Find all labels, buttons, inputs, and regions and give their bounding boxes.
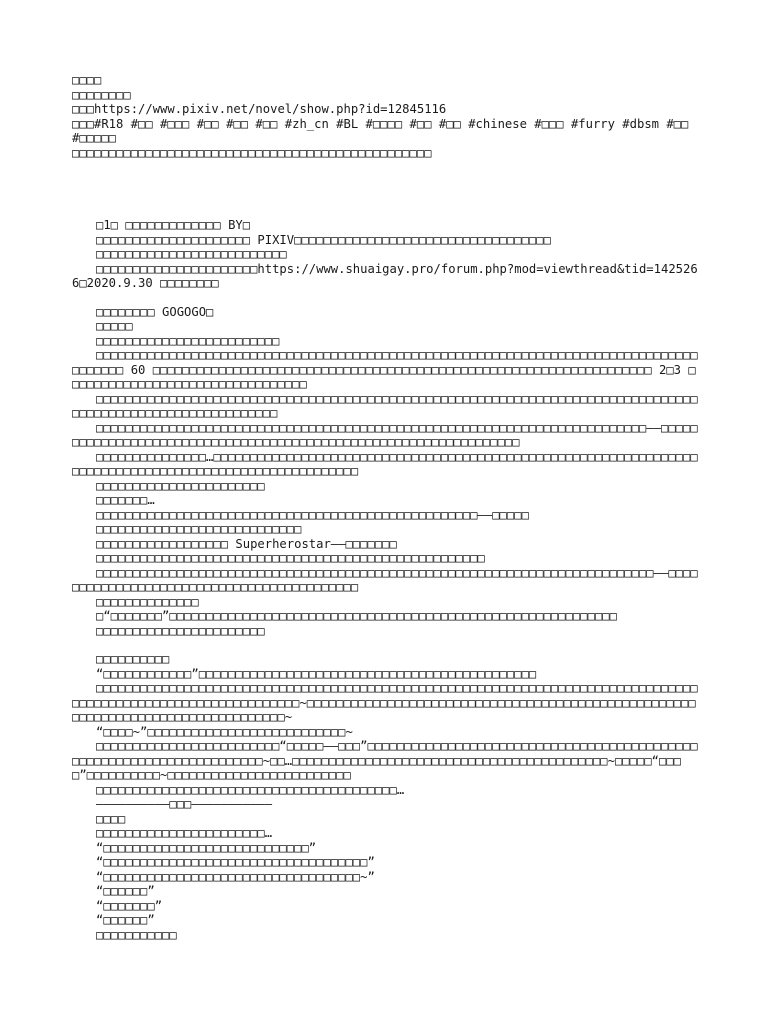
body-paragraph: □“□□□□□□□”□□□□□□□□□□□□□□□□□□□□□□□□□□□□□□□□□□□□□□□□□□□□□□□□□□□□□□□□□□□□□ bbox=[96, 609, 617, 623]
body-paragraph: □□□□□□□□□□□□□□□□□□□□□□□□□□□□□□□□□□□□□□□□□□□□□□□□□□□□□□□□□□□□□□□□□□□□□□□□□□□□□□□□□□□□□□□□□□□□□□□□□□□□□□□□□□□□□□ bbox=[72, 391, 698, 420]
body-paragraph: □□□□□□□□□□□□□□ bbox=[96, 594, 199, 609]
scene-paragraph: □□□□□□□□□□□ bbox=[96, 927, 177, 942]
scene-paragraph: □□□□□□□□□□ bbox=[96, 652, 170, 666]
dialogue-line: “□□□□□□□□□□□□”□□□□□□□□□□□□□□□□□□□□□□□□□□□□□□□□□□□□□□□□□□□□□□ bbox=[96, 666, 537, 681]
body-paragraph: □□□□□□□□□□□□□□□□□□□□□□□□□□□□□□□□□□□□□□□□□□□□□□□□□□□□□ bbox=[96, 551, 485, 565]
dialogue-line: “□□□□□□” bbox=[96, 913, 155, 927]
spacer bbox=[72, 291, 702, 305]
body-paragraph: □□□□□□□□□□□□□□□□□□□□□□□□□□□□ bbox=[96, 522, 302, 536]
dialogue-line: “□□□□□□” bbox=[96, 884, 155, 898]
body-paragraph: □□□□□□□□□□□□□□□□□□□□□□□□□□□□□□□□□□□□□□□□□□□□□□□□□□□□□□□□□□□□□□□□□□□□□□□□□□□□□□□□□□□□□□□□□ 60 □□□□□□□□□□□□□□□□□□□□□□□□□□□□□□□□□□□□□□□□□□□□□□□□□□□□□□□□□□□□□□□□□□□□ 2□3 □□□□□□□□□□□□□□□□□□□□□□□□□□□□□□□□□ bbox=[72, 348, 698, 391]
scene-paragraph: □□□□□□□□□□□□□□□□□□□□□□□… bbox=[96, 826, 273, 840]
scene-paragraph: □□□□□□□□□□□□□□□□□□□□□□□□□□□□□□□□□□□□□□□□□… bbox=[96, 782, 405, 797]
dialogue-line: “□□□□□□□□□□□□□□□□□□□□□□□□□□□□□□□□□□□~” bbox=[96, 869, 375, 884]
dialogue-line: “□□□□~”□□□□□□□□□□□□□□□□□□□□□□□□□□□~ bbox=[96, 724, 353, 739]
intro-paragraph: □□□□□□□□□□□□□□□□□□□□□□□□□□ bbox=[96, 247, 287, 261]
body-paragraph: □□□□□□□□□□□□□□□□□□□□□□□□□□□□□□□□□□□□□□□□□□□□□□□□□□□□——□□□□□ bbox=[96, 507, 529, 522]
tags-line: □□□#R18 #□□ #□□□ #□□ #□□ #□□ #zh_cn #BL #□□□□ #□□ #□□ #chinese #□□□ #furry #dbsm #□□ #□□□□□ bbox=[72, 116, 696, 145]
body-paragraph: □□□□□□□… bbox=[96, 493, 155, 507]
scene-paragraph: □□□□ bbox=[96, 811, 126, 826]
document-header bbox=[72, 73, 702, 160]
body-paragraph: □□□□□ bbox=[96, 319, 133, 333]
section-divider: ——————————□□□——————————— bbox=[96, 797, 273, 811]
header-note: □□□□□□□□□□□□□□□□□□□□□□□□□□□□□□□□□□□□□□□□□□□□□□□□□ bbox=[72, 145, 432, 160]
source-link-line[interactable]: □□□https://www.pixiv.net/novel/show.php?id=12845116 bbox=[72, 102, 447, 116]
dialogue-line: “□□□□□□□□□□□□□□□□□□□□□□□□□□□□□□□□□□□□” bbox=[96, 855, 375, 869]
body-paragraph: □□□□□□□□□□□□□□□□□□□□□□□□□ bbox=[96, 333, 280, 348]
dialogue-line: “□□□□□□□” bbox=[96, 898, 163, 913]
document-subtitle: □□□□□□□□ bbox=[72, 87, 131, 102]
body-paragraph: □□□□□□□□□□□□□□□□□□□□□□□ bbox=[96, 623, 265, 638]
spacer bbox=[72, 160, 702, 218]
body-paragraph: □□□□□□□□□□□□□□□□□□□□□□□ bbox=[96, 478, 265, 493]
intro-repost-link[interactable]: □□□□□□□□□□□□□□□□□□□□□□https://www.shuaigay.pro/forum.php?mod=viewthread&tid=1425266□2020.9.30 □□□□□□□□ bbox=[72, 261, 698, 290]
body-paragraph: □□□□□□□□□□□□□□□□□□ Superherostar——□□□□□□□ bbox=[96, 536, 397, 551]
scene-paragraph: □□□□□□□□□□□□□□□□□□□□□□□□□□□□□□□□□□□□□□□□□□□□□□□□□□□□□□□□□□□□□□□□□□□□□□□□□□□□□□□□□□□□□□□□□□□□□□□□□□□□□□□□□□□□□□□□□~□□□□□□□□□□□□□□□□□□□□□□□□□□□□□□□□□□□□□□□□□□□□□□□□□□□□□□□□□□□□□□□□□□□□□□□□□□□□□□□□□□~ bbox=[72, 681, 698, 724]
body-section bbox=[72, 305, 702, 639]
document-title: □□□□ bbox=[72, 73, 102, 87]
scene-two-section bbox=[72, 652, 702, 942]
intro-section bbox=[72, 218, 702, 291]
body-paragraph: □□□□□□□□□□□□□□□…□□□□□□□□□□□□□□□□□□□□□□□□□□□□□□□□□□□□□□□□□□□□□□□□□□□□□□□□□□□□□□□□□□□□□□□□□□□□□□□□□□□□□□□□□□□□□□□□□□□□□□□□□ bbox=[72, 449, 698, 478]
intro-paragraph: □□□□□□□□□□□□□□□□□□□□□ PIXIV□□□□□□□□□□□□□□□□□□□□□□□□□□□□□□□□□□□ bbox=[96, 232, 551, 247]
body-paragraph: □□□□□□□□□□□□□□□□□□□□□□□□□□□□□□□□□□□□□□□□□□□□□□□□□□□□□□□□□□□□□□□□□□□□□□□□□□□□——□□□□□□□□□□□□□□□□□□□□□□□□□□□□□□□□□□□□□□□□□□□ bbox=[72, 565, 698, 594]
scene-paragraph: □□□□□□□□□□□□□□□□□□□□□□□□□“□□□□□——□□□”□□□□□□□□□□□□□□□□□□□□□□□□□□□□□□□□□□□□□□□□□□□□□□□□□□□□□□□□□□□□□□□□□□□□□□□~□□…□□□□□□□□□□□□□□□□□□□□□□□□□□□□□□□□□□□□□□□□□□□~□□□□□“□□□□”□□□□□□□□□□~□□□□□□□□□□□□□□□□□□□□□□□□□ bbox=[72, 739, 698, 782]
intro-paragraph: □1□ □□□□□□□□□□□□□ BY□ bbox=[96, 218, 251, 232]
dialogue-line: “□□□□□□□□□□□□□□□□□□□□□□□□□□□□” bbox=[96, 840, 317, 855]
body-paragraph: □□□□□□□□□□□□□□□□□□□□□□□□□□□□□□□□□□□□□□□□□□□□□□□□□□□□□□□□□□□□□□□□□□□□□□□□□□□——□□□□□□□□□□□□□□□□□□□□□□□□□□□□□□□□□□□□□□□□□□□□□□□□□□□□□□□□□□□□□□□□□□ bbox=[72, 420, 698, 449]
body-paragraph: □□□□□□□□ GOGOGO□ bbox=[96, 304, 214, 319]
document-page bbox=[72, 73, 702, 942]
spacer bbox=[72, 638, 702, 652]
